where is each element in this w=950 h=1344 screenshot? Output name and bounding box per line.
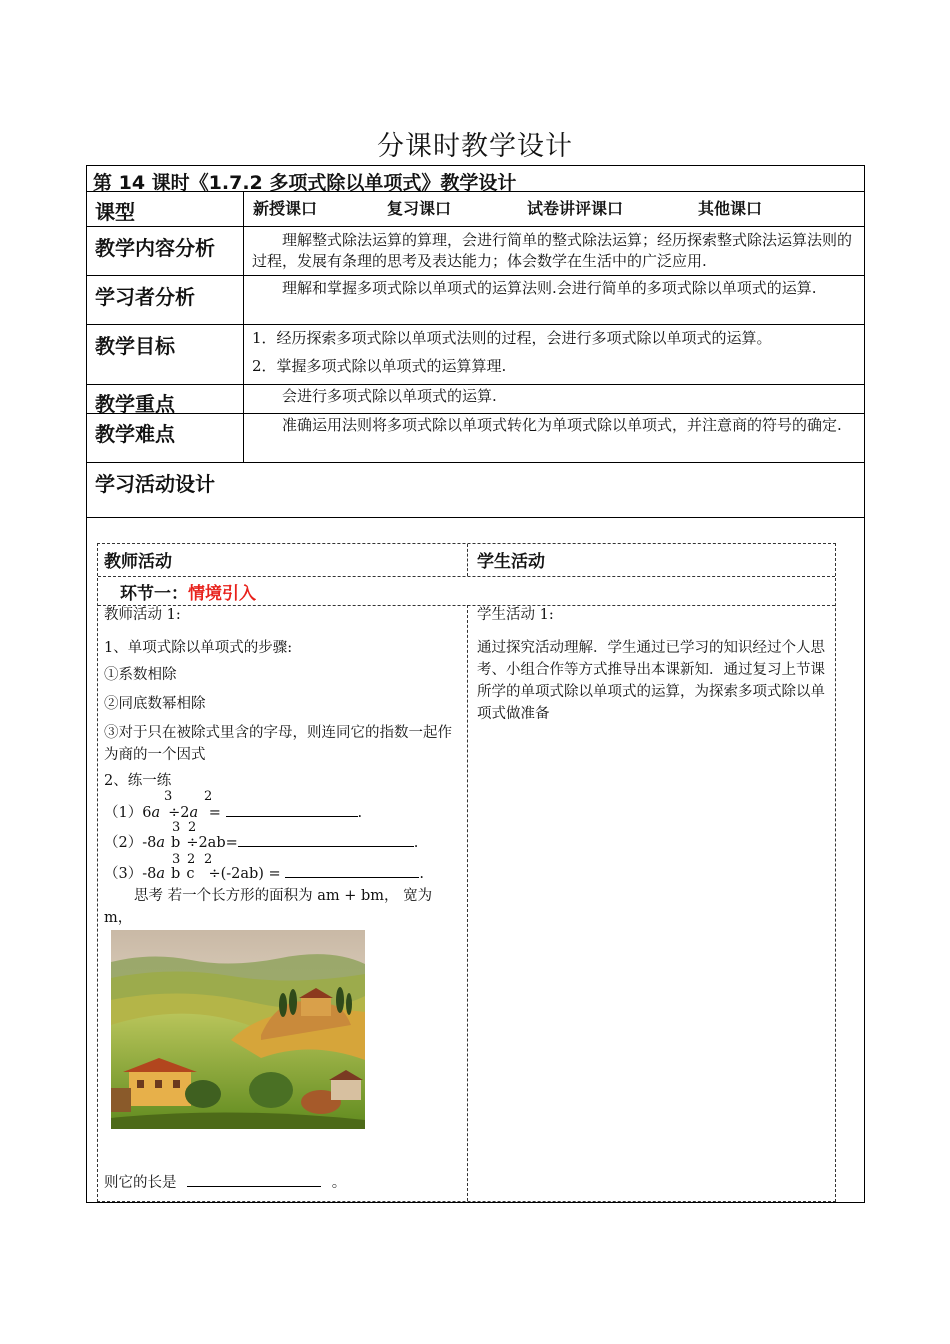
step-item: ③对于只在被除式里含的字母，则连同它的指数一起作为商的一个因式 [104, 725, 452, 763]
objectives-label: 教学目标 [95, 334, 175, 358]
key-point-label: 教学重点 [95, 392, 175, 416]
exponent: 2 [188, 820, 197, 835]
exponent: 3 [164, 789, 173, 804]
exercise-3: （3）-8a b c ÷(-2ab) = . [104, 863, 424, 885]
exponent: 3 [172, 820, 181, 835]
exponent: 2 [187, 852, 196, 867]
answer-blank[interactable] [238, 832, 414, 847]
activity-design-label: 学习活动设计 [95, 472, 215, 496]
objective-item: 1．经历探索多项式除以单项式法则的过程，会进行多项式除以单项式的运算。 [252, 329, 772, 347]
difficulty-label: 教学难点 [95, 422, 175, 446]
page-title: 分课时教学设计 [377, 131, 573, 162]
step-item: ①系数相除 [104, 667, 177, 683]
exponent: 2 [204, 852, 213, 867]
lesson-heading: 第 14 课时《1.7.2 多项式除以单项式》教学设计 [93, 172, 517, 194]
course-type-review[interactable]: 复习课口 [387, 199, 452, 218]
stage-heading [120, 579, 256, 604]
exercise-1: （1）6a ÷2a = . [104, 802, 362, 824]
answer-blank[interactable] [285, 863, 419, 878]
course-type-other[interactable]: 其他课口 [698, 199, 763, 218]
steps-title: 1、单项式除以单项式的步骤: [104, 640, 293, 656]
learner-analysis-label: 学习者分析 [95, 285, 195, 309]
course-type-exam-review[interactable]: 试卷讲评课口 [527, 199, 624, 218]
content-analysis-label: 教学内容分析 [95, 236, 215, 260]
result-line: 则它的长是 。 [104, 1172, 346, 1194]
course-type-new[interactable]: 新授课口 [253, 199, 318, 218]
difficulty-text: 准确运用法则将多项式除以单项式转化为单项式除以单项式，并注意商的符号的确定. [282, 416, 842, 434]
answer-blank[interactable] [187, 1172, 321, 1187]
answer-blank[interactable] [226, 802, 358, 817]
teacher-activity-header: 教师活动 [104, 552, 172, 572]
step-item: ②同底数幂相除 [104, 696, 206, 712]
exponent: 3 [172, 852, 181, 867]
teacher-activity-title: 教师活动 1: [104, 607, 181, 623]
landscape-illustration [111, 930, 365, 1129]
think-question: 思考 若一个长方形的面积为 am + bm， 宽为m， [104, 888, 433, 926]
student-activity-text: 通过探究活动理解．学生通过已学习的知识经过个人思考、小组合作等方式推导出本课新知．通过复习上节课所学的单项式除以单项式的运算，为探索多项式除以单项式做准备 [477, 640, 825, 722]
student-activity-title: 学生活动 1: [477, 607, 554, 623]
stage-prefix: 环节一： [120, 584, 188, 604]
exercise-2: （2）-8a b ÷2ab= . [104, 832, 418, 854]
content-analysis-text: 理解整式除法运算的算理，会进行简单的整式除法运算；经历探索整式除法运算法则的过程，发展有条理的思考及表达能力；体会数学在生活中的广泛应用. [252, 231, 853, 270]
learner-analysis-text: 理解和掌握多项式除以单项式的运算法则.会进行简单的多项式除以单项式的运算. [282, 279, 817, 297]
stage-name: 情境引入 [188, 584, 256, 604]
exponent: 2 [204, 789, 213, 804]
course-type-label: 课型 [95, 200, 135, 224]
student-activity-header: 学生活动 [477, 552, 545, 572]
practice-title: 2、练一练 [104, 773, 172, 789]
objective-item: 2．掌握多项式除以单项式的运算算理. [252, 357, 507, 375]
key-point-text: 会进行多项式除以单项式的运算. [282, 387, 497, 405]
